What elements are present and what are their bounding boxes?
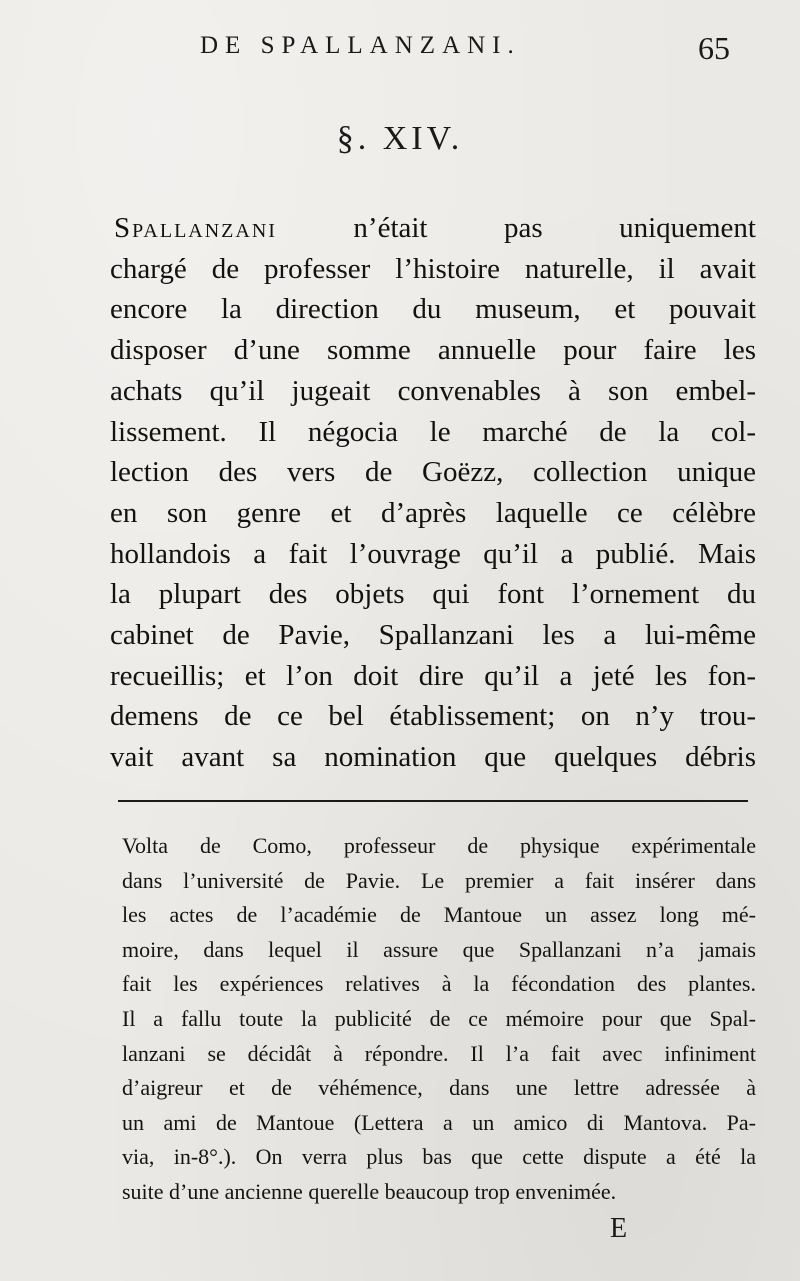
- body-line: demens de ce bel établissement; on n’y trou-: [110, 700, 756, 733]
- footnote-divider: [118, 800, 748, 802]
- body-line: [110, 208, 756, 249]
- footnote-line: suite d’une ancienne querelle beaucoup trop envenimée.: [122, 1178, 617, 1204]
- body-line: lissement. Il négocia le marché de la col-: [110, 415, 756, 448]
- body-line: achats qu’il jugeait convenables à son embel-: [110, 374, 756, 407]
- body-line: vait avant sa nomination que quelques débris: [110, 741, 756, 774]
- body-line: la plupart des objets qui font l’ornement du: [110, 578, 756, 611]
- body-line: lection des vers de Goëzz, collection unique: [110, 456, 756, 489]
- body-line: encore la direction du museum, et pouvait: [110, 293, 756, 326]
- first-line-rest: n’était pas uniquement: [276, 212, 756, 244]
- footnote-text: [122, 829, 756, 1210]
- section-title: §. XIV.: [336, 120, 464, 157]
- footnote-line: les actes de l’académie de Mantoue un assez long mé-: [122, 902, 756, 928]
- first-word-smallcaps: Spallanzani: [114, 212, 277, 244]
- running-title: DE SPALLANZANI.: [200, 32, 521, 59]
- body-line: chargé de professer l’histoire naturelle, il avait: [110, 252, 756, 285]
- footnote-line: moire, dans lequel il assure que Spallanzani n’a jamais: [122, 936, 756, 962]
- main-body-text: [110, 208, 756, 778]
- footnote-line: d’aigreur et de véhémence, dans une lettre adressée à: [122, 1075, 756, 1101]
- body-line: hollandois a fait l’ouvrage qu’il a publié. Mais: [110, 537, 756, 570]
- footnote-line: lanzani se décidât à répondre. Il l’a fait avec infiniment: [122, 1040, 756, 1066]
- footnote-line: fait les expériences relatives à la fécondation des plantes.: [122, 971, 756, 997]
- body-line: disposer d’une somme annuelle pour faire les: [110, 334, 756, 367]
- page-number: 65: [698, 30, 730, 66]
- body-line: en son genre et d’après laquelle ce célèbre: [110, 496, 756, 529]
- body-line: cabinet de Pavie, Spallanzani les a lui-même: [110, 619, 756, 652]
- signature-mark: E: [610, 1213, 628, 1244]
- body-line: recueillis; et l’on doit dire qu’il a jeté les fon-: [110, 659, 756, 692]
- footnote-line: Volta de Como, professeur de physique expérimentale: [122, 833, 756, 858]
- footnote-line: via, in-8°.). On verra plus bas que cette dispute a été la: [122, 1144, 756, 1170]
- footnote-line: Il a fallu toute la publicité de ce mémoire pour que Spal-: [122, 1005, 756, 1031]
- footnote-line: un ami de Mantoue (Lettera a un amico di Mantova. Pa-: [122, 1109, 756, 1135]
- footnote-line: dans l’université de Pavie. Le premier a fait insérer dans: [122, 867, 756, 893]
